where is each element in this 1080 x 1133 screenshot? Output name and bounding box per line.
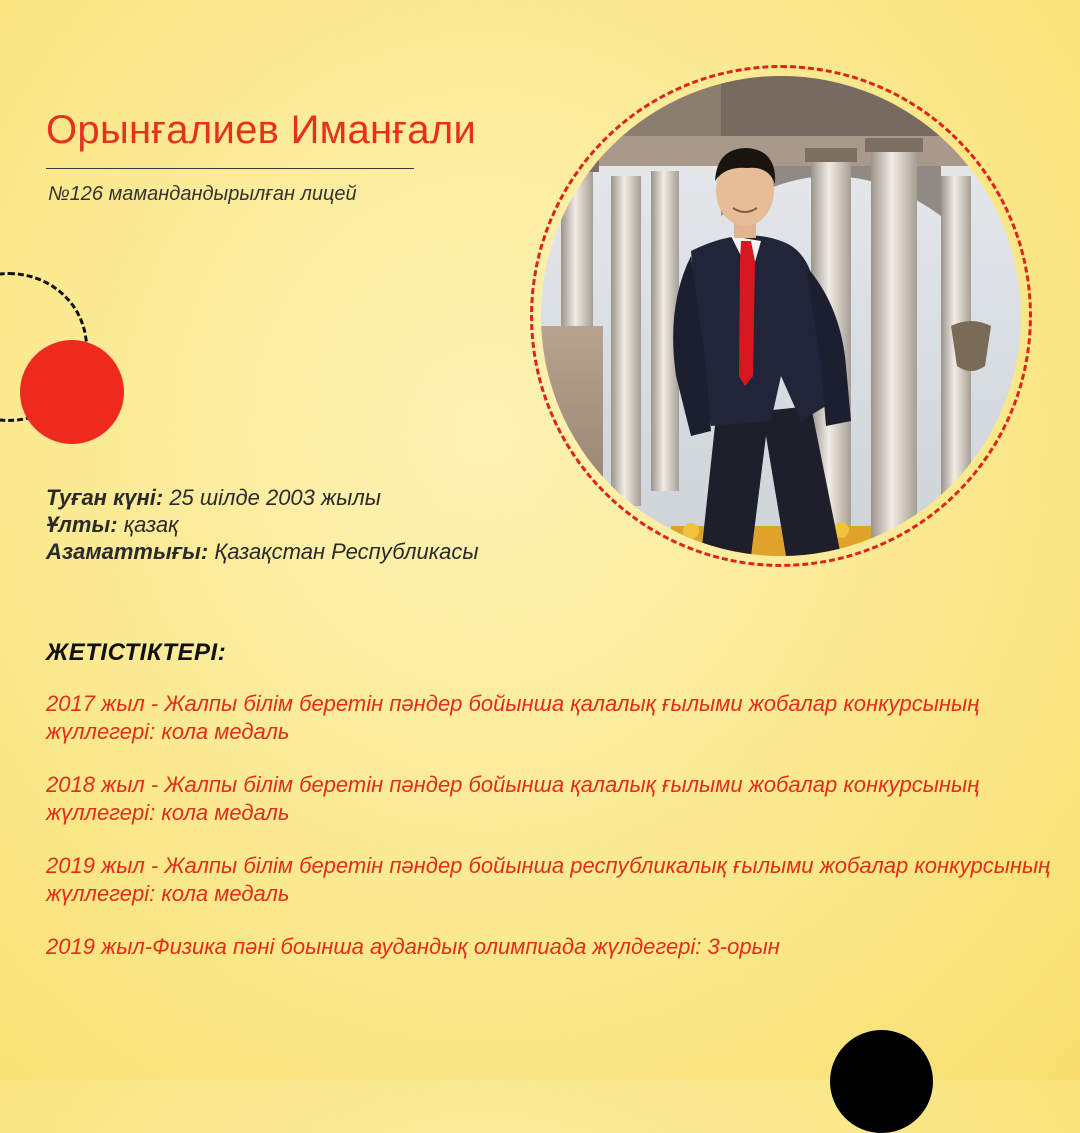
birth-date-label: Туған күні: <box>46 485 164 510</box>
achievements-list <box>46 690 1056 986</box>
achievements-heading: ЖЕТІСТІКТЕРІ: <box>46 639 227 666</box>
decorative-red-circle <box>20 340 124 444</box>
achievement-item: 2017 жыл - Жалпы білім беретін пәндер бойынша қалалық ғылыми жобалар конкурсының жүллегері: кола медаль <box>46 691 980 744</box>
citizenship-label: Азаматтығы: <box>46 539 209 564</box>
citizenship-value: Қазақстан Республикасы <box>208 539 479 564</box>
school-name: №126 мамандандырылған лицей <box>48 183 357 205</box>
birth-date-row <box>46 484 479 511</box>
achievement-item: 2019 жыл - Жалпы білім беретін пәндер бойынша республикалық ғылыми жобалар конкурсының жүллегері: кола медаль <box>46 853 1051 906</box>
title-divider <box>46 168 414 169</box>
nationality-row <box>46 511 479 538</box>
person-name: Орынғалиев Иманғали <box>46 108 477 152</box>
achievement-item: 2019 жыл-Физика пәні боынша аудандық олимпиада жүлдегері: 3-орын <box>46 934 780 959</box>
decorative-black-circle <box>830 1030 933 1133</box>
birth-date-value: 25 шілде 2003 жылы <box>163 485 381 510</box>
nationality-label: Ұлты: <box>46 512 118 537</box>
portrait-photo <box>541 76 1021 556</box>
citizenship-row <box>46 538 479 565</box>
personal-info <box>46 484 479 565</box>
achievement-item: 2018 жыл - Жалпы білім беретін пәндер бойынша қалалық ғылыми жобалар конкурсының жүллегері: кола медаль <box>46 772 980 825</box>
nationality-value: қазақ <box>117 512 179 537</box>
